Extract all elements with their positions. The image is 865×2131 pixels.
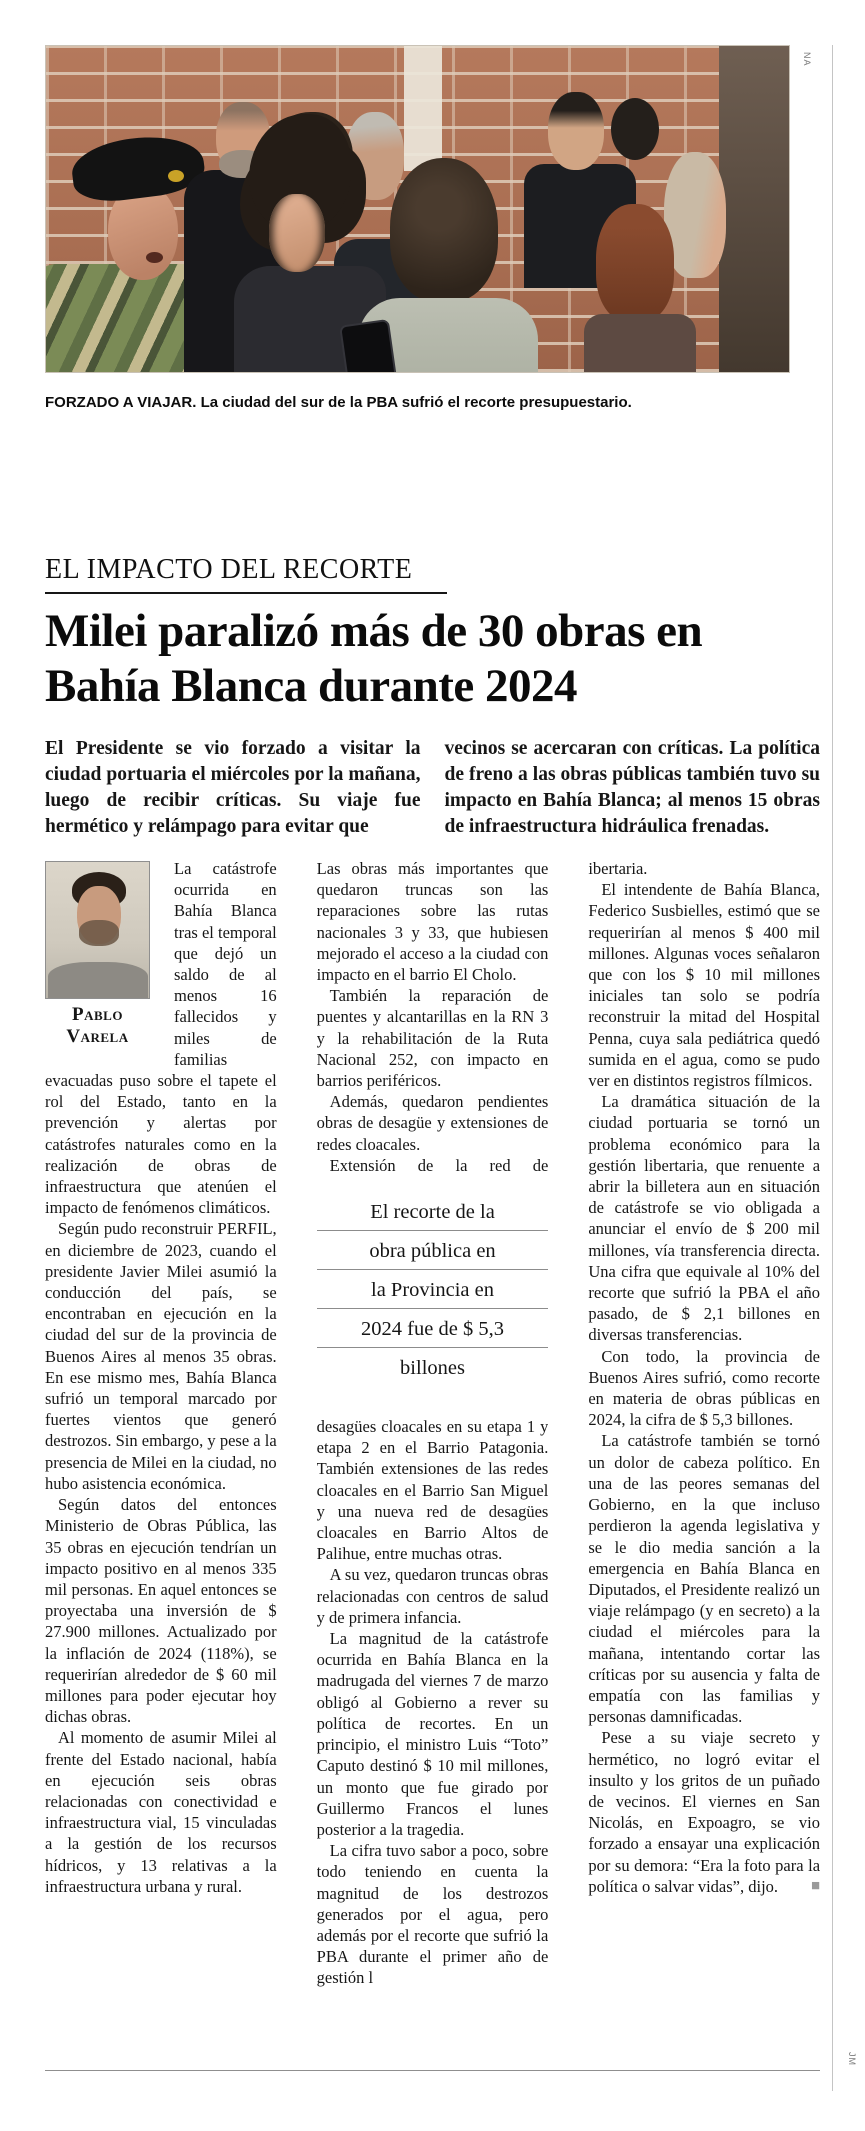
pull-quote-line: 2024 fue de $ 5,3 (317, 1309, 549, 1348)
photo-credit: NA (802, 52, 812, 67)
body-paragraph: Además, quedaron pendientes obras de desagüe y extensiones de redes cloacales. (316, 1092, 549, 1154)
photo-dark-haired-head (611, 98, 659, 160)
pull-quote-line: la Provincia en (317, 1270, 549, 1309)
photo-gray-haired-man-head (346, 112, 404, 200)
kicker: EL IMPACTO DEL RECORTE (45, 554, 413, 585)
pull-quote-line: billones (400, 1357, 465, 1380)
caption-text: La ciudad del sur de la PBA sufrió el recorte presupuestario. (200, 394, 632, 411)
lede-left-column: El Presidente se vio forzado a visitar la ciudad portuaria el miércoles por la mañana, luego de recibir críticas. Su viaje fue hermético y relámpago para evitar que (45, 738, 421, 837)
pull-quote-line: El recorte de la (317, 1192, 549, 1231)
pull-quote-line: obra pública en (317, 1231, 549, 1270)
body-paragraph: desagües cloacales en su etapa 1 y etapa 2 en el Barrio Patagonia. También extensiones de las redes cloacales en el Barrio San Miguel y una nueva red de desagües cloacales en Barrio Altos de Palihue, entre muchas otras. (316, 1417, 549, 1564)
body-column-2 (317, 858, 549, 2070)
author-byline-block (45, 861, 164, 1048)
pull-quote (317, 1192, 549, 1386)
body-paragraph: Según datos del entonces Ministerio de Obras Pública, las 35 obras en ejecución tendrían un impacto positivo en al menos 335 mil personas. En aquel entonces se proyectaba una inversión de $ 27.900 millones. Actualizado por la inflación de 2024 (118%), se requerirían alrededor de $ 60 mil millones para poder ejecutar hoy dichas obras. (45, 1495, 277, 1727)
author-beard (79, 920, 119, 946)
page-credit: JM (847, 2052, 857, 2066)
photo-tall-man-head (548, 92, 604, 170)
photo-caption (45, 393, 820, 412)
bottom-divider-rule (45, 2070, 820, 2071)
body-paragraph: El intendente de Bahía Blanca, Federico Susbielles, estimó que se requerirían al menos $ 400 mil millones. Algunas voces señalaron que con los $ 10 mil millones iniciales tan solo se podría reconstruir la mitad del Hospital Penna, cuya sala pediátrica quedó sumida en el agua, como se pudo ver en distintos registros fílmicos. (588, 880, 820, 1091)
photo-auburn-woman-head (596, 204, 674, 322)
headline: Milei paralizó más de 30 obras en Bahía Blanca durante 2024 (45, 605, 703, 712)
lede-right-column: vecinos se acercaran con críticas. La política de freno a las obras públicas también tuvo su impacto en Bahía Blanca; al menos 15 obras de infraestructura hidráulica frenadas. (444, 738, 820, 837)
body-column-1 (45, 858, 277, 2070)
body-paragraph: Las obras más importantes que quedaron truncas son las reparaciones sobre las rutas nacionales 3 y 33, que hubiesen mejorado el acceso a la ciudad con impacto en el barrio El Cholo. (316, 859, 549, 985)
body-paragraph: ibertaria. (588, 859, 648, 878)
kicker-underline (45, 592, 447, 594)
photo-auburn-woman-body (584, 314, 696, 373)
right-vertical-rule (832, 45, 833, 2091)
photo-military-officer-mouth (146, 252, 163, 263)
main-news-photo (45, 45, 790, 373)
lede (45, 736, 820, 840)
body-paragraph: Al momento de asumir Milei al frente del Estado nacional, había en ejecución seis obras relacionadas con conectividad e infraestructura vial, 15 vinculadas a la gestión de los recursos hídricos, y 13 relativas a la infraestructura urbana y rural. (45, 1728, 277, 1896)
photo-man-seen-from-behind-head (390, 158, 498, 302)
body-paragraph: La cifra tuvo sabor a poco, sobre todo teniendo en cuenta la magnitud de los destrozos generados por el agua, pero además por el recorte que sufrió la PBA durante el primer año de gestión l (316, 1841, 549, 1988)
body-column-3 (588, 858, 820, 2070)
photo-background-pillar (404, 46, 442, 171)
photo-milei-face (269, 194, 325, 272)
body-paragraph: Extensión de la red de (329, 1155, 549, 1175)
body-paragraph: La dramática situación de la ciudad portuaria se tornó un problema económico para la gestión libertaria, que renuente a abrir la billetera aun en situación de catástrofe se vio obligada a anunciar el envío de $ 200 mil millones, vía transferencia directa. Una cifra que equivale al 10% del recorte que sufrió la PBA el año pasado, de $ 2,1 billones en diversas transferencias. (588, 1092, 820, 1345)
author-photo (45, 861, 150, 999)
article-end-mark: ■ (810, 1877, 820, 1894)
body-paragraph: También la reparación de puentes y alcantarillas en la RN 3 y la rehabilitación de la Ruta Nacional 252, con impacto en barrios periféricos. (316, 986, 549, 1091)
body-paragraph: Según pudo reconstruir PERFIL, en diciembre de 2023, cuando el presidente Javier Milei asumió la conducción del país, se encontraban en ejecución en la ciudad del sur de la provincia de Buenos Aires al menos 35 obras. En ese mismo mes, Bahía Blanca sufrió un temporal marcado por fuertes vientos que generó destrozos. Sin embargo, y pese a la presencia de Milei en la ciudad, no hubo asistencia económica. (45, 1219, 277, 1493)
author-sweater (48, 962, 148, 998)
body-paragraph: Pese a su viaje secreto y hermético, no logró evitar el insulto y los gritos de un puñado de vecinos. El viernes en San Nicolás, en Expoagro, se vio forzado a ensayar una explicación por su demora: “Era la foto para la política o salvar vidas”, dijo. ■ (588, 1728, 820, 1896)
body-paragraph: Pablo Varela La catástrofe ocurrida en Bahía Blanca tras el temporal que dejó un saldo de al menos 16 fallecidos y miles de familias evacuadas puso sobre el tapete el rol del Estado, tanto en la prevención y alertas por catástrofes naturales como en la realización de obras de infraestructura que atenúen el impacto de fenómenos climáticos. (45, 859, 277, 1218)
body-paragraph: La magnitud de la catástrofe ocurrida en Bahía Blanca en la madrugada del viernes 7 de marzo obligó al Gobierno a rever su política de recortes. En un principio, el ministro Luis “Toto” Caputo destinó $ 10 mil millones, un monto que fue girado por Guillermo Francos el lunes posterior a la tragedia. (316, 1629, 549, 1839)
photo-right-shadow (719, 46, 789, 373)
body-paragraph: Con todo, la provincia de Buenos Aires sufrió, como recorte en materia de obras públicas en 2024, la cifra de $ 5,3 billones. (588, 1346, 820, 1430)
photo-beret-gold-badge (168, 170, 184, 182)
body-paragraph: A su vez, quedaron truncas obras relacionadas con centros de salud y de primera infancia. (316, 1565, 549, 1627)
article-body (45, 858, 820, 2070)
caption-keyword: FORZADO A VIAJAR. (45, 394, 197, 411)
body-paragraph: La catástrofe también se tornó un dolor de cabeza político. En una de las peores semanas del Gobierno, en la que incluso perdieron la agenda legislativa y se le dio media sanción a la emergencia en Bahía Blanca en Diputados, el Presidente realizó un viaje relámpago (y en secreto) a la ciudad el miércoles para la mañana, intentando cortar las críticas por su ausencia y falta de empatía con las familias y personas damnificadas. (588, 1431, 820, 1727)
author-name: Pablo Varela (66, 1004, 129, 1047)
